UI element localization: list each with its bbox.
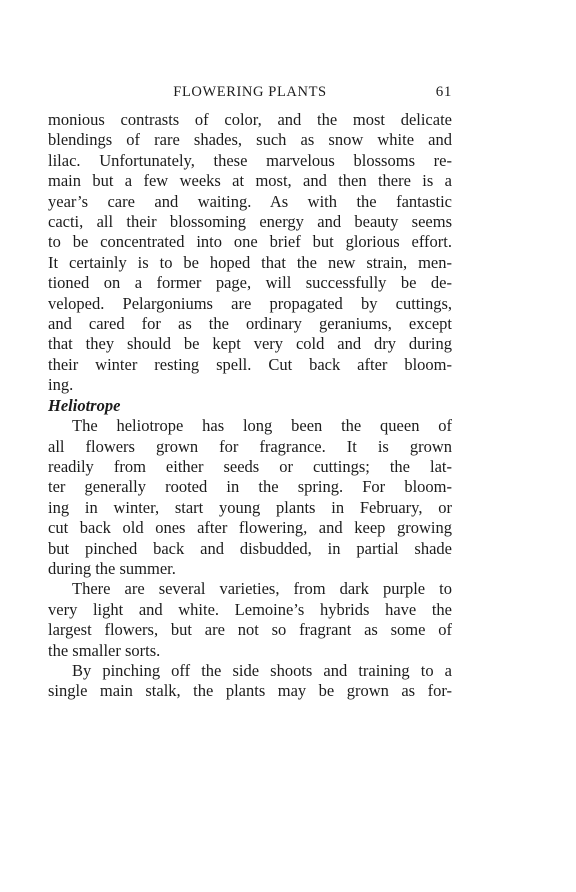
text-line: all flowers grown for fragrance. It is grown (48, 436, 452, 456)
text-line: main but a few weeks at most, and then there is a (48, 171, 452, 191)
text-line: the smaller sorts. (48, 640, 161, 660)
text-line: cut back old ones after flowering, and keep growing (48, 518, 452, 538)
text-line: ing. (48, 375, 74, 395)
running-title: FLOWERING PLANTS (173, 84, 327, 100)
text-line: veloped. Pelargoniums are propagated by cuttings, (48, 293, 452, 313)
text-line: The heliotrope has long been the queen of (72, 416, 452, 436)
text-line: monious contrasts of color, and the most delicate (48, 110, 452, 129)
text-line: largest flowers, but are not so fragrant as some of (48, 620, 452, 640)
body-text (48, 110, 452, 702)
section-paragraph-block (48, 416, 452, 702)
text-line: ing in winter, start young plants in February, or (48, 497, 452, 517)
text-line: cacti, all their blossoming energy and beauty seems (48, 212, 452, 232)
running-head (48, 84, 452, 110)
text-line: blendings of rare shades, such as snow white and (48, 130, 452, 150)
text-line: By pinching off the side shoots and training to a (72, 660, 452, 680)
text-line: very light and white. Lemoine’s hybrids have the (48, 599, 452, 619)
text-line: readily from either seeds or cuttings; the lat- (48, 456, 452, 476)
text-line: single main stalk, the plants may be grown as for- (48, 681, 452, 701)
text-line: There are several varieties, from dark purple to (72, 579, 452, 599)
text-line: but pinched back and disbudded, in partial shade (48, 538, 452, 558)
book-page (48, 84, 452, 702)
page-number: 61 (435, 84, 452, 100)
text-line: that they should be kept very cold and dry during (48, 334, 452, 354)
text-line: year’s care and waiting. As with the fantastic (48, 191, 452, 211)
text-line: ter generally rooted in the spring. For bloom- (48, 477, 452, 497)
text-line: tioned on a former page, will successfully be de- (48, 273, 452, 293)
section-heading: Heliotrope (48, 395, 121, 415)
text-line: It certainly is to be hoped that the new strain, men- (48, 252, 452, 272)
text-line: their winter resting spell. Cut back after bloom- (48, 354, 452, 374)
text-line: to be concentrated into one brief but glorious effort. (48, 232, 452, 252)
text-line: and cared for as the ordinary geraniums, except (48, 314, 452, 334)
continued-paragraph-block (48, 110, 452, 396)
text-line: during the summer. (48, 558, 176, 578)
text-line: lilac. Unfortunately, these marvelous blossoms re- (48, 150, 452, 170)
